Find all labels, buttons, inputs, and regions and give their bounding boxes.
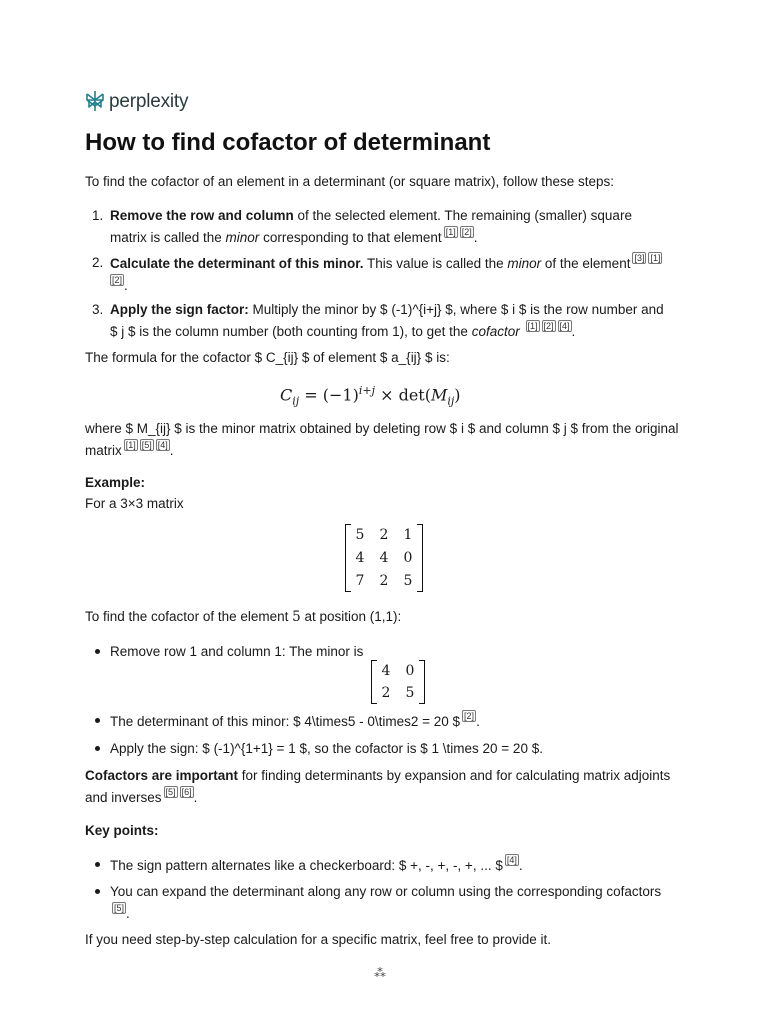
step-number: 1. (92, 208, 104, 223)
where-text: where $ M_{ij} $ is the minor matrix obtained by deleting row $ i $ and column $ j $ from the original matrix [1] [5] [4] . (85, 421, 679, 458)
cofactor-formula: $C_{ij} = (-1)^{i+j} \times \det(M_{ij})$ (280, 384, 461, 408)
matrix-cell: 2 (381, 685, 391, 701)
step-end: . (124, 278, 128, 293)
citation-link[interactable]: [2] (543, 321, 554, 331)
matrix-cell: 2 (379, 573, 389, 589)
page-title: How to find cofactor of determinant (85, 129, 491, 156)
citation-link[interactable]: [2] (112, 275, 123, 285)
matrix-cell: 4 (379, 550, 389, 566)
importance-text: Cofactors are important for finding determinants by expansion and for calculating matrix adjoints and inverses [5] [6] . (85, 768, 671, 805)
bullet (95, 746, 100, 751)
citation-link[interactable]: [5] (165, 787, 176, 797)
matrix-cell: 5 (355, 527, 365, 543)
step-text: corresponding to that element (259, 230, 442, 245)
matrix-cell: 0 (403, 550, 413, 566)
step-text (520, 324, 524, 339)
step-end: . (571, 324, 576, 339)
perplexity-mark-icon (85, 90, 105, 112)
matrix-cell: 1 (403, 527, 413, 543)
bullet (95, 862, 100, 867)
step-item (92, 205, 670, 248)
citation-link[interactable]: [1] (445, 227, 456, 237)
list-item: The determinant of this minor: $ 4\times5 - 0\times2 = 20 $ [2] . (110, 710, 670, 732)
citation-link[interactable]: [2] (461, 227, 472, 237)
list-item: The sign pattern alternates like a checkerboard: $ +, -, +, -, +, ... $ [4] . (110, 854, 670, 876)
closing-text: If you need step-by-step calculation for a specific matrix, feel free to provide it. (85, 932, 551, 947)
key-points-heading: Key points: (85, 823, 159, 838)
step-item (92, 252, 670, 296)
list-item: Apply the sign: $ (-1)^{1+1} = 1 $, so the cofactor is $ 1 \times 20 = 20 $. (110, 738, 670, 759)
citation-link[interactable]: [2] (464, 711, 475, 721)
formula-intro: The formula for the cofactor $ C_{ij} $ of element $ a_{ij} $ is: (85, 350, 450, 365)
step-text: of the selected element. The remaining (smaller) square matrix is called the (110, 208, 632, 245)
example-intro: For a 3×3 matrix (85, 496, 184, 511)
citation-link[interactable]: [4] (559, 321, 570, 331)
matrix-right-bracket (417, 524, 423, 592)
step-em: minor (225, 230, 260, 245)
intro-text: To find the cofactor of an element in a determinant (or square matrix), follow these steps: (85, 174, 615, 189)
step-item (92, 299, 670, 342)
step-text: of the element (541, 256, 631, 271)
citation-link[interactable]: [5] (114, 903, 125, 913)
step-bold: Calculate the determinant of this minor. (110, 256, 364, 271)
matrix-cell: 2 (379, 527, 389, 543)
brand-name: perplexity (109, 90, 189, 112)
find-cofactor-text: To find the cofactor of the element 5 at position (1,1): (85, 609, 402, 625)
step-em: cofactor (471, 324, 520, 339)
minor-matrix (371, 660, 425, 704)
citation-link[interactable]: [1] (125, 440, 136, 450)
step-text: Multiply the minor by $ (-1)^{i+j} $, where $ i $ is the row number and $ j $ is the column number (both counting from 1), to get the (110, 302, 664, 339)
bullet (95, 649, 100, 654)
footer-mark-icon: ⁂ (374, 966, 386, 980)
citation-link[interactable]: [3] (634, 253, 645, 263)
matrix-cell: 5 (405, 685, 415, 701)
bullet (95, 718, 100, 723)
citation-link[interactable]: [6] (181, 787, 192, 797)
perplexity-logo (85, 90, 188, 112)
matrix-cell: 5 (403, 573, 413, 589)
step-bold: Apply the sign factor: (110, 302, 249, 317)
list-item: Remove row 1 and column 1: The minor is (110, 641, 670, 662)
citation-link[interactable]: [1] (527, 321, 538, 331)
citation-link[interactable]: [4] (157, 440, 168, 450)
bullet (95, 889, 100, 894)
step-number: 3. (92, 302, 104, 317)
matrix-right-bracket (419, 660, 425, 704)
matrix-cell: 4 (355, 550, 365, 566)
step-em: minor (507, 256, 542, 271)
citation-link[interactable]: [1] (650, 253, 661, 263)
citation-link[interactable]: [4] (506, 855, 517, 865)
list-item: You can expand the determinant along any row or column using the corresponding cofactors[5] . (110, 881, 670, 924)
citation-link[interactable]: [5] (141, 440, 152, 450)
matrix-cell: 7 (355, 573, 365, 589)
example-matrix (345, 524, 423, 592)
step-end: . (473, 230, 478, 245)
example-heading: Example: (85, 475, 146, 490)
matrix-cell: 4 (381, 663, 391, 679)
step-text: This value is called the (363, 256, 508, 271)
matrix-cell: 0 (405, 663, 415, 679)
step-bold: Remove the row and column (110, 208, 294, 223)
step-number: 2. (92, 255, 104, 270)
